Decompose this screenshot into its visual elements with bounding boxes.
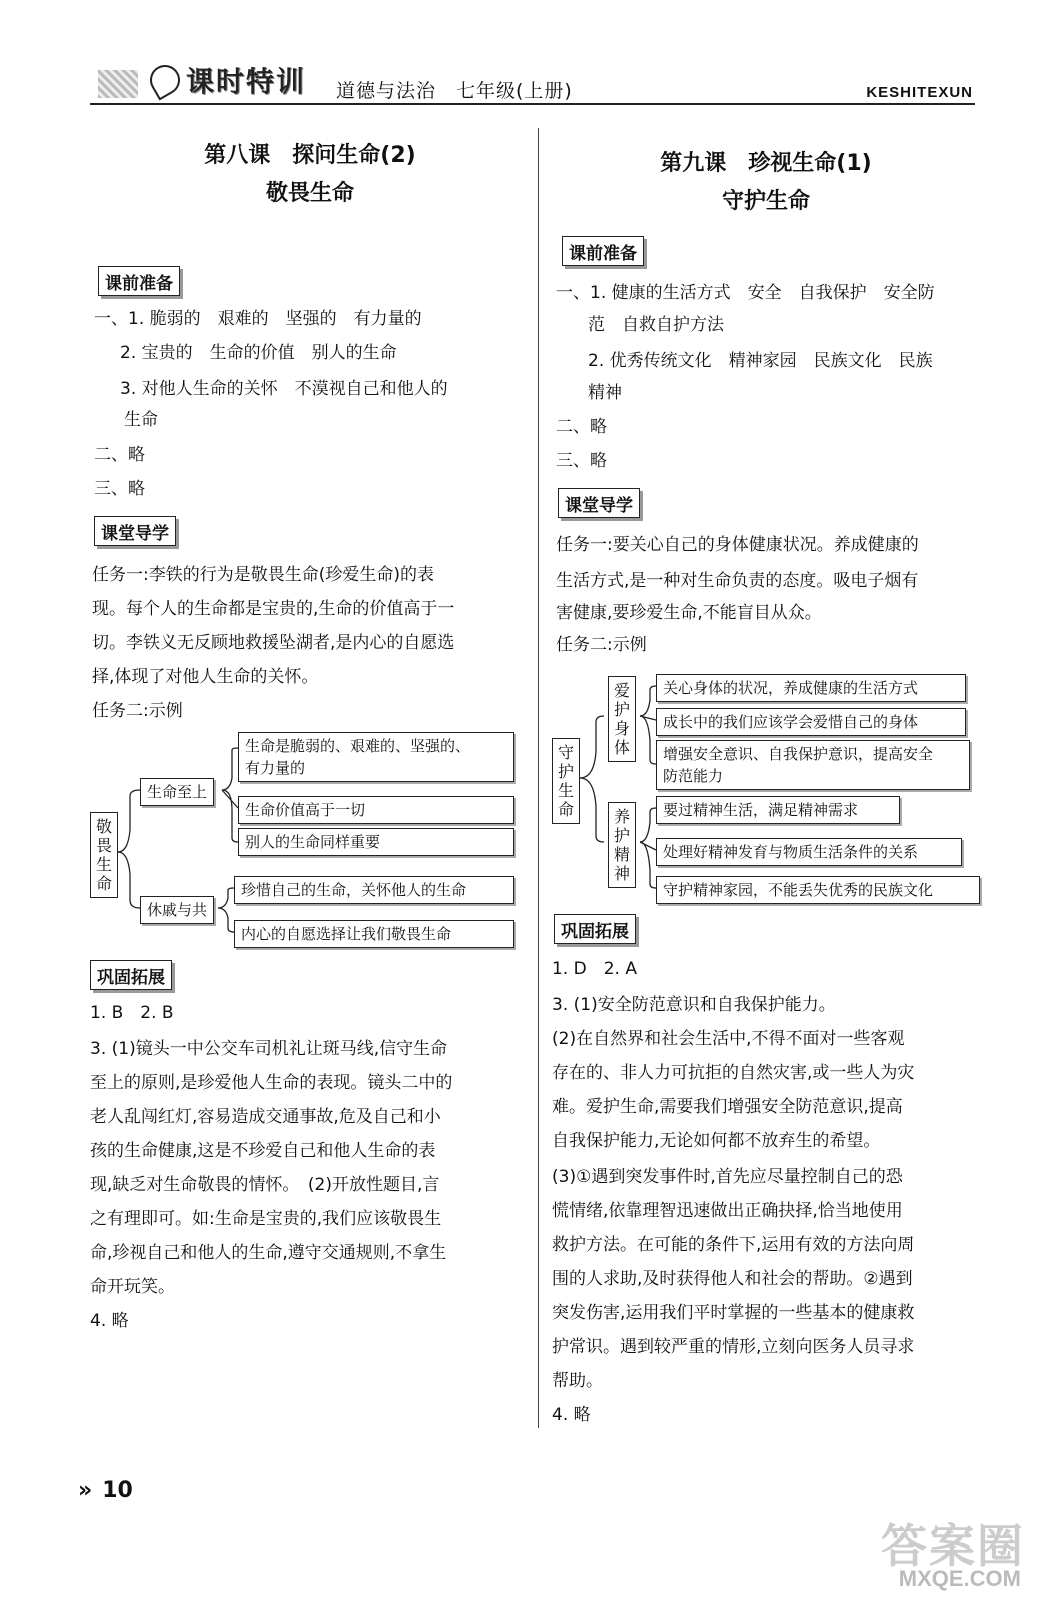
map-branch: 生命至上	[140, 778, 214, 806]
guide-line: 任务一:李铁的行为是敬畏生命(珍爱生命)的表	[92, 565, 434, 585]
map-leaf: 生命价值高于一切	[238, 796, 514, 824]
section-tag-guide: 课堂导学	[558, 488, 640, 518]
map-leaf: 要过精神生活，满足精神需求	[656, 796, 900, 824]
map-leaf	[656, 740, 970, 790]
extend-line: 3. (1)安全防范意识和自我保护能力。	[552, 995, 836, 1015]
guide-line: 任务二:示例	[92, 701, 183, 721]
section-tag-prep: 课前准备	[562, 236, 644, 266]
map-root: 守护生命	[552, 738, 580, 824]
extend-line: 4. 略	[90, 1311, 129, 1331]
prep-line: 生命	[124, 410, 158, 430]
map-leaf-line: 防范能力	[663, 767, 724, 785]
right-lesson-title: 第九课 珍视生命(1)	[660, 151, 872, 176]
map-root: 敬畏生命	[90, 812, 118, 898]
extend-line: 之有理即可。如:生命是宝贵的,我们应该敬畏生	[90, 1209, 442, 1229]
prep-line: 一、1. 健康的生活方式 安全 自我保护 安全防	[556, 283, 935, 303]
guide-line: 害健康,要珍爱生命,不能盲目从众。	[556, 603, 822, 623]
page-number-area	[78, 1478, 133, 1503]
extend-line: 自我保护能力,无论如何都不放弃生的希望。	[552, 1131, 881, 1151]
guide-line: 任务一:要关心自己的身体健康状况。养成健康的	[556, 535, 919, 555]
prep-line: 范 自救自护方法	[588, 315, 724, 335]
guide-line: 切。李铁义无反顾地救援坠湖者,是内心的自愿选	[92, 633, 455, 653]
map-leaf: 别人的生命同样重要	[238, 828, 514, 856]
extend-line: 命开玩笑。	[90, 1277, 175, 1297]
map-leaf: 守护精神家园，不能丢失优秀的民族文化	[656, 876, 980, 904]
extend-line: 护常识。遇到较严重的情形,立刻向医务人员寻求	[552, 1337, 915, 1357]
extend-line: 帮助。	[552, 1371, 603, 1391]
section-tag-prep: 课前准备	[98, 266, 180, 296]
extend-line: 慌情绪,依靠理智迅速做出正确抉择,恰当地使用	[552, 1201, 903, 1221]
brand-english: KESHITEXUN	[866, 84, 973, 101]
extend-line: 4. 略	[552, 1405, 591, 1425]
map-leaf	[238, 732, 514, 782]
map-leaf-line: 生命是脆弱的、艰难的、坚强的、	[245, 737, 471, 755]
extend-line: 老人乱闯红灯,容易造成交通事故,危及自己和小	[90, 1107, 441, 1127]
map-branch: 爱护身体	[608, 676, 636, 762]
map-leaf: 关心身体的状况，养成健康的生活方式	[656, 674, 966, 702]
section-tag-extend: 巩固拓展	[90, 960, 172, 990]
map-branch: 休戚与共	[140, 896, 214, 924]
watermark: 答案圈	[881, 1519, 1025, 1573]
extend-line: 救护方法。在可能的条件下,运用有效的方法向周	[552, 1235, 915, 1255]
extend-line: 存在的、非人力可抗拒的自然灾害,或一些人为灾	[552, 1063, 915, 1083]
extend-line: 突发伤害,运用我们平时掌握的一些基本的健康救	[552, 1303, 915, 1323]
guide-line: 现。每个人的生命都是宝贵的,生命的价值高于一	[92, 599, 455, 619]
map-leaf: 内心的自愿选择让我们敬畏生命	[234, 920, 514, 948]
subject-label: 道德与法治 七年级(上册)	[336, 80, 573, 102]
extend-line: 1. D 2. A	[552, 959, 637, 979]
left-lesson-title: 第八课 探问生命(2)	[204, 143, 416, 168]
extend-line: 1. B 2. B	[90, 1003, 174, 1023]
prep-line: 一、1. 脆弱的 艰难的 坚强的 有力量的	[94, 309, 422, 329]
map-leaf: 珍惜自己的生命，关怀他人的生命	[234, 876, 514, 904]
extend-line: 孩的生命健康,这是不珍爱自己和他人生命的表	[90, 1141, 436, 1161]
extend-line: 围的人求助,及时获得他人和社会的帮助。②遇到	[552, 1269, 913, 1289]
extend-line: 难。爱护生命,需要我们增强安全防范意识,提高	[552, 1097, 903, 1117]
prep-line: 三、略	[94, 479, 145, 499]
map-leaf-line: 有力量的	[245, 759, 306, 777]
prep-line: 二、略	[94, 445, 145, 465]
map-branch: 养护精神	[608, 802, 636, 888]
extend-line: 现,缺乏对生命敬畏的情怀。 (2)开放性题目,言	[90, 1175, 440, 1195]
extend-line: (2)在自然界和社会生活中,不得不面对一些客观	[552, 1029, 905, 1049]
prep-line: 精神	[588, 383, 622, 403]
right-lesson-subtitle: 守护生命	[721, 189, 810, 214]
map-leaf-line: 增强安全意识、自我保护意识，提高安全	[663, 745, 934, 763]
map-leaf: 成长中的我们应该学会爱惜自己的身体	[656, 708, 966, 736]
extend-line: 至上的原则,是珍爱他人生命的表现。镜头二中的	[90, 1073, 453, 1093]
page-number: 10	[102, 1478, 133, 1503]
prep-line: 三、略	[556, 451, 607, 471]
double-chevron-icon: »	[78, 1478, 93, 1503]
section-tag-guide: 课堂导学	[94, 516, 176, 546]
extend-line: 3. (1)镜头一中公交车司机礼让斑马线,信守生命	[90, 1039, 448, 1059]
prep-line: 二、略	[556, 417, 607, 437]
prep-line: 2. 宝贵的 生命的价值 别人的生命	[120, 343, 397, 363]
map-leaf: 处理好精神发育与物质生活条件的关系	[656, 838, 962, 866]
left-lesson-subtitle: 敬畏生命	[265, 181, 354, 206]
guide-line: 任务二:示例	[556, 635, 647, 655]
section-tag-extend: 巩固拓展	[554, 914, 636, 944]
brand-name: 课时特训	[186, 65, 307, 98]
prep-line: 3. 对他人生命的关怀 不漠视自己和他人的	[120, 379, 448, 399]
guide-line: 生活方式,是一种对生命负责的态度。吸电子烟有	[556, 571, 919, 591]
guide-line: 择,体现了对他人生命的关怀。	[92, 667, 319, 687]
extend-line: (3)①遇到突发事件时,首先应尽量控制自己的恐	[552, 1167, 903, 1187]
extend-line: 命,珍视自己和他人的生命,遵守交通规则,不拿生	[90, 1243, 447, 1263]
prep-line: 2. 优秀传统文化 精神家园 民族文化 民族	[588, 351, 933, 371]
watermark-url: MXQE.COM	[898, 1566, 1021, 1591]
